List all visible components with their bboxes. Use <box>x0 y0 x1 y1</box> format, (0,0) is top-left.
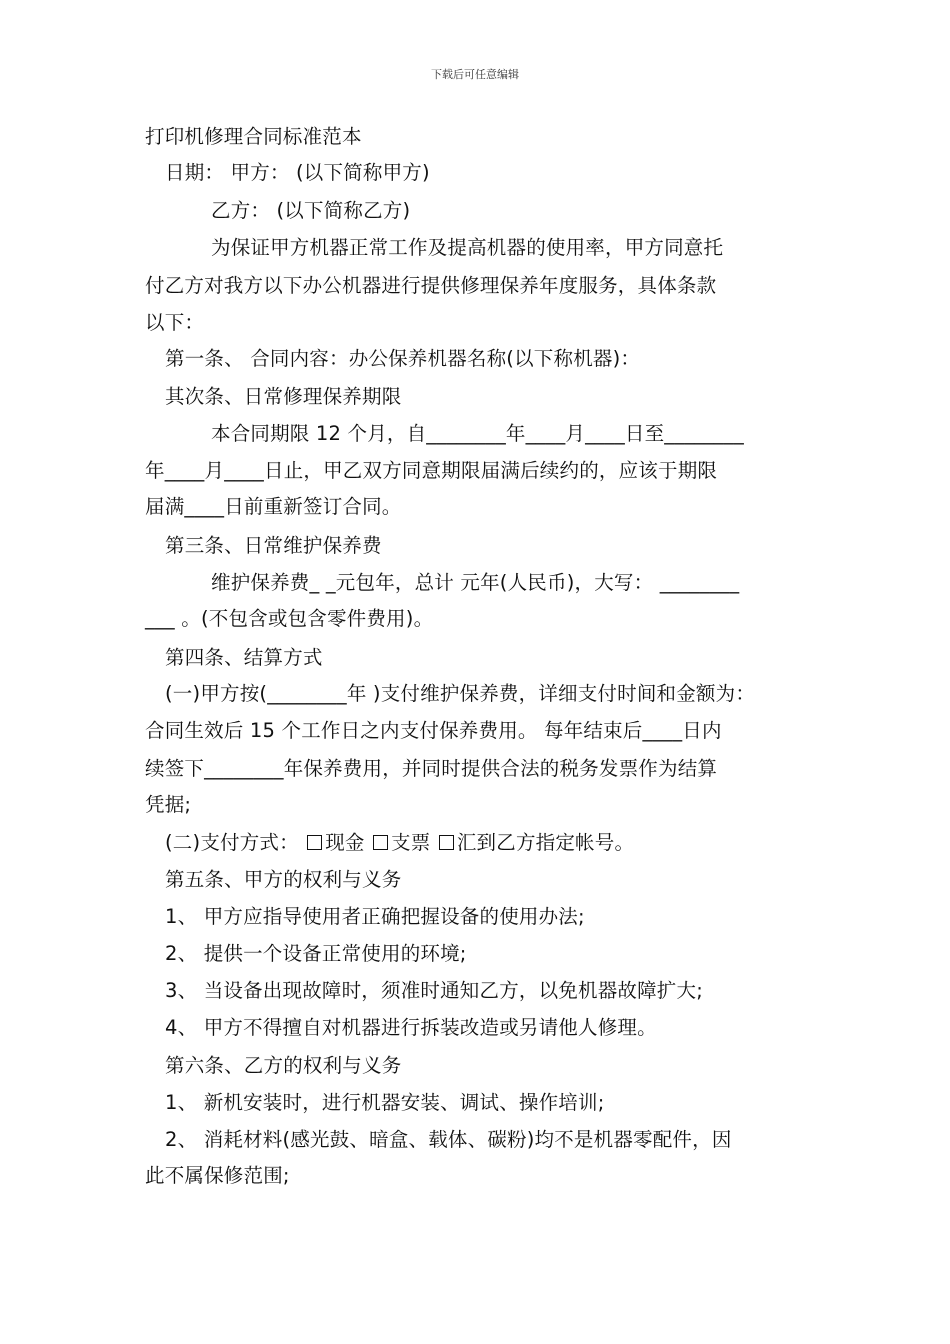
article-5-item-3: 3、 当设备出现故障时，须准时通知乙方，以免机器故障扩大; <box>165 979 703 1002</box>
article-4-line-4: 凭据; <box>145 793 192 816</box>
article-4-line-3: 续签下________年保养费用，并同时提供合法的税务发票作为结算 <box>145 757 718 780</box>
article-3-heading: 第三条、日常维护保养费 <box>165 534 382 557</box>
article-5-heading: 第五条、甲方的权利与义务 <box>165 868 402 891</box>
checkbox-cash[interactable] <box>307 835 322 850</box>
option-transfer-label: 汇到乙方指定帐号。 <box>456 831 635 854</box>
article-2-heading: 其次条、日常修理保养期限 <box>165 385 402 408</box>
article-6-heading: 第六条、乙方的权利与义务 <box>165 1054 402 1077</box>
article-4-heading: 第四条、结算方式 <box>165 646 323 669</box>
article-2-line-2: 年____月____日止，甲乙双方同意期限届满后续约的，应该于期限 <box>145 459 718 482</box>
checkbox-check[interactable] <box>373 835 388 850</box>
payment-method-line <box>165 830 634 856</box>
article-4-line-2: 合同生效后 15 个工作日之内支付保养费用。 每年结束后____日内 <box>145 719 722 742</box>
intro-line-3: 以下： <box>145 311 205 334</box>
article-6-item-2: 2、 消耗材料(感光鼓、暗盒、载体、碳粉)均不是机器零配件，因 <box>165 1128 732 1151</box>
article-1: 第一条、 合同内容：办公保养机器名称(以下称机器)： <box>165 347 641 370</box>
payment-method-label: (二)支付方式： <box>165 831 299 854</box>
intro-line-2: 付乙方对我方以下办公机器进行提供修理保养年度服务，具体条款 <box>145 274 717 297</box>
option-cash-label: 现金 <box>325 831 365 854</box>
article-6-item-1: 1、 新机安装时，进行机器安装、调试、操作培训; <box>165 1091 605 1114</box>
article-3-line-2: ___ 。(不包含或包含零件费用)。 <box>145 607 434 630</box>
article-6-item-2-cont: 此不属保修范围; <box>145 1164 290 1187</box>
article-2-line-3: 届满____日前重新签订合同。 <box>145 495 402 518</box>
option-check-label: 支票 <box>391 831 431 854</box>
article-3-line-1: 维护保养费_ _元包年，总计 元年(人民币)，大写： ________ <box>211 571 740 594</box>
article-5-item-1: 1、 甲方应指导使用者正确把握设备的使用办法; <box>165 905 585 928</box>
checkbox-transfer[interactable] <box>439 835 454 850</box>
party-b-line: 乙方： (以下简称乙方) <box>211 199 411 222</box>
article-5-item-2: 2、 提供一个设备正常使用的环境; <box>165 942 467 965</box>
page-header-note: 下载后可任意编辑 <box>431 68 519 81</box>
document-title: 打印机修理合同标准范本 <box>145 125 362 148</box>
article-5-item-4: 4、 甲方不得擅自对机器进行拆装改造或另请他人修理。 <box>165 1016 657 1039</box>
intro-line-1: 为保证甲方机器正常工作及提高机器的使用率，甲方同意托 <box>211 236 724 259</box>
article-2-line-1: 本合同期限 12 个月，自________年____月____日至________ <box>211 422 744 445</box>
date-party-a-line: 日期： 甲方： (以下简称甲方) <box>165 161 430 184</box>
article-4-line-1: (一)甲方按(________年 )支付维护保养费，详细支付时间和金额为： <box>165 682 756 705</box>
